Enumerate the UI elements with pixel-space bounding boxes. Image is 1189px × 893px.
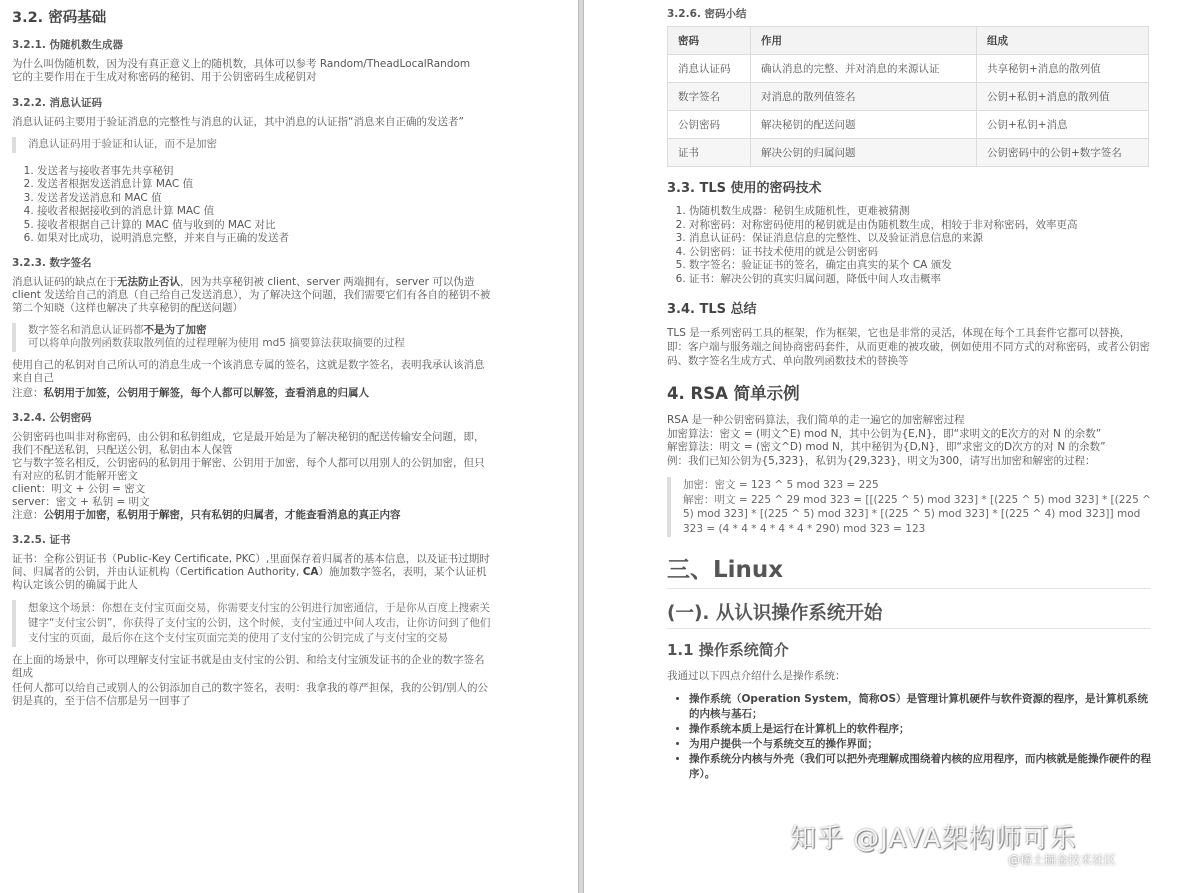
summary-heading: 3.2.6. 密码小结 (667, 8, 747, 20)
list-item: • 操作系统本质上是运行在计算机上的软件程序； (689, 722, 1151, 737)
list-item: 1. 伪随机数生成器：秘钥生成随机性，更难被猜测 (689, 205, 1151, 219)
sig-quote: 数字签名和消息认证码都不是为了加密 可以将单向散列函数获取散列值的过程理解为使用 md5 摘要算法获取摘要的过程 (12, 323, 492, 352)
table-cell: 公钥+私钥+消息的散列值 (977, 83, 1149, 111)
list-item: 5. 数字签名：验证证书的签名，确定由真实的某个 CA 颁发 (689, 259, 1151, 273)
cert-quote: 想象这个场景：你想在支付宝页面交易，你需要支付宝的公钥进行加密通信，于是你从百度上搜索关键字“支付宝公钥”，你获得了支付宝的公钥，这个时候，支付宝通过中间人攻击，让你访问到了他们支付宝的页面，最后你在这个支付宝页面完美的使用了支付宝的公钥完成了与支付宝的交易 (12, 600, 492, 647)
left-page (0, 0, 578, 893)
sig-heading: 3.2.3. 数字签名 (12, 256, 92, 269)
rng-paragraph: 为什么叫伪随机数，因为没有真正意义上的随机数，具体可以参考 Random/TheadLocalRandom 它的主要作用在于生成对称密码的秘钥、用于公钥密码生成秘钥对 (12, 58, 471, 83)
right-page (584, 0, 1189, 893)
tls-summary-paragraph: TLS 是一系列密码工具的框架，作为框架，它也是非常的灵活，体现在每个工具套件它都可以替换，即：客户端与服务端之间协商密码套件，从而更难的被攻破，例如使用不同方式的对称密码，或者公钥密码、数字签名生成方式、单向散列函数技术的替换等 (667, 327, 1150, 367)
list-item: 6. 证书：解决公钥的真实归属问题，降低中间人攻击概率 (689, 273, 1151, 287)
list-item: • 为用户提供一个与系统交互的操作界面； (689, 737, 1151, 752)
rsa-heading: 4. RSA 简单示例 (667, 384, 800, 403)
tls-tech-heading: 3.3. TLS 使用的密码技术 (667, 181, 822, 196)
watermark: 知乎 @JAVA架构师可乐 (790, 824, 1077, 854)
cert-paragraph-3: 任何人都可以给自己或别人的公钥添加自己的数字签名，表明：我拿我的尊严担保，我的公钥/别人的公钥是真的，至于信不信那是另一回事了 (12, 681, 489, 707)
list-item: 1. 发送者与接收者事先共享秘钥 (37, 165, 492, 179)
linux-subheading: (一). 从认识操作系统开始 (667, 599, 1151, 629)
table-row (668, 83, 1149, 111)
table-row (668, 111, 1149, 139)
table-cell: 数字签名 (668, 83, 751, 111)
list-item: 5. 接收者根据自己计算的 MAC 值与收到的 MAC 对比 (37, 219, 492, 233)
list-item: 6. 如果对比成功，说明消息完整，并来自与正确的发送者 (37, 232, 492, 246)
table-cell: 解决秘钥的配送问题 (751, 111, 977, 139)
watermark-secondary: @稀土掘金技术社区 (1008, 853, 1117, 867)
os-bullets (667, 692, 1151, 782)
tls-tech-list (667, 205, 1151, 286)
table-cell: 共享秘钥+消息的散列值 (977, 55, 1149, 83)
mac-heading: 3.2.2. 消息认证码 (12, 97, 103, 109)
list-item: 2. 发送者根据发送消息计算 MAC 值 (37, 178, 492, 192)
os-intro-heading: 1.1 操作系统简介 (667, 641, 789, 659)
sig-note: 注意：私钥用于加签，公钥用于解签，每个人都可以解签，查看消息的归属人 (12, 386, 369, 399)
table-header: 作用 (751, 27, 977, 55)
tls-summary-heading: 3.4. TLS 总结 (667, 302, 757, 317)
table-header: 密码 (668, 27, 751, 55)
table-cell: 公钥密码 (668, 111, 751, 139)
table-cell: 公钥+私钥+消息 (977, 111, 1149, 139)
sig-paragraph-2: 使用自己的私钥对自己所认可的消息生成一个该消息专属的签名，这就是数字签名，表明我承认该消息来自自己 (12, 358, 485, 384)
list-item: 4. 接收者根据接收到的消息计算 MAC 值 (37, 205, 492, 219)
cert-paragraph: 证书：全称公钥证书（Public-Key Certificate, PKC）,里面保存着归属者的基本信息，以及证书过期时间、归属者的公钥，并由认证机构（Certification Authority, CA）施加数字签名，表明，某个认证机构认定该公钥的确属于此人 (12, 552, 490, 591)
list-item: 2. 对称密码：对称密码使用的秘钥就是由伪随机数生成，相较于非对称密码，效率更高 (689, 219, 1151, 233)
table-cell: 消息认证码 (668, 55, 751, 83)
mac-steps (12, 165, 492, 246)
table-cell: 证书 (668, 139, 751, 167)
mac-paragraph: 消息认证码主要用于验证消息的完整性与消息的认证，其中消息的认证指“消息来自正确的发送者” (12, 116, 464, 128)
table-row (668, 139, 1149, 167)
table-header: 组成 (977, 27, 1149, 55)
mac-quote: 消息认证码用于验证和认证，而不是加密 (12, 137, 492, 153)
cert-heading: 3.2.5. 证书 (12, 533, 71, 546)
section-title: 3.2. 密码基础 (12, 10, 107, 26)
rsa-quote: 加密：密文 = 123 ^ 5 mod 323 = 225 解密：明文 = 225 ^ 29 mod 323 = [[(225 ^ 5) mod 323] * [(225 ^ 5) mod 323] * [(225 ^ 5) mod 323] * [(225 ^ 5) mod 323] * [(225 ^ 5) mod 323] * [(225 ^ 4) mod 323]] mod 323 = (4 * 4 * 4 * 4 * 4 * 290) mod 323 = 123 (667, 477, 1151, 537)
pubkey-heading: 3.2.4. 公钥密码 (12, 411, 92, 424)
table-cell: 解决公钥的归属问题 (751, 139, 977, 167)
table-cell: 确认消息的完整、并对消息的来源认证 (751, 55, 977, 83)
table-cell: 对消息的散列值签名 (751, 83, 977, 111)
list-item: 3. 发送者发送消息和 MAC 值 (37, 192, 492, 206)
cert-paragraph-2: 在上面的场景中，你可以理解支付宝证书就是由支付宝的公钥、和给支付宝颁发证书的企业的数字签名组成 (12, 653, 485, 679)
list-item: • 操作系统（Operation System，简称OS）是管理计算机硬件与软件资源的程序，是计算机系统的内核与基石； (689, 692, 1151, 722)
list-item: 4. 公钥密码：证书技术使用的就是公钥密码 (689, 246, 1151, 260)
rng-heading: 3.2.1. 伪随机数生成器 (12, 39, 124, 51)
table-header-row (668, 27, 1149, 55)
table-row (668, 55, 1149, 83)
list-item: 3. 消息认证码：保证消息信息的完整性、以及验证消息信息的来源 (689, 232, 1151, 246)
rsa-paragraph: RSA 是一种公钥密码算法，我们简单的走一遍它的加密解密过程 加密算法：密文 = (明文^E) mod N，其中公钥为{E,N}，即“求明文的E次方的对 N 的余数” 解密算法：明文 = (密文^D) mod N，其中秘钥为{D,N}，即“求密文的D次方的对 N 的余数” 例：我们已知公钥为{5,323}，私钥为{29,323}，明文为300，请写出加密和解密的过程： (667, 414, 1106, 467)
table-cell: 公钥密码中的公钥+数字签名 (977, 139, 1149, 167)
list-item: • 操作系统分内核与外壳（我们可以把外壳理解成围绕着内核的应用程序，而内核就是能操作硬件的程序）。 (689, 752, 1151, 782)
summary-table (667, 26, 1149, 167)
os-intro-text: 我通过以下四点介绍什么是操作系统： (667, 670, 846, 682)
linux-heading: 三、Linux (667, 551, 1151, 589)
pubkey-paragraph: 公钥密码也叫非对称密码，由公钥和私钥组成，它是最开始是为了解决秘钥的配送传输安全问题，即，我们不配送私钥，只配送公钥，私钥由本人保管 它与数字签名相反，公钥密码的私钥用于解密、公钥用于加密，每个人都可以用别人的公钥加密，但只有对应的私钥才能解开密文 client：明文 + 公钥 = 密文 server：密文 + 私钥 = 明文 注意：公钥用于加密，私钥用于解密，只有私钥的归属者，才能查看消息的真正内容 (12, 430, 485, 521)
sig-paragraph: 消息认证码的缺点在于无法防止否认，因为共享秘钥被 client、server 两端拥有，server 可以伪造client 发送给自己的消息（自己给自己发送消息），为了解决这个问题，我们需要它们有各自的秘钥不被第二个知晓（这样也解决了共享秘钥的配送问题） (12, 275, 491, 314)
